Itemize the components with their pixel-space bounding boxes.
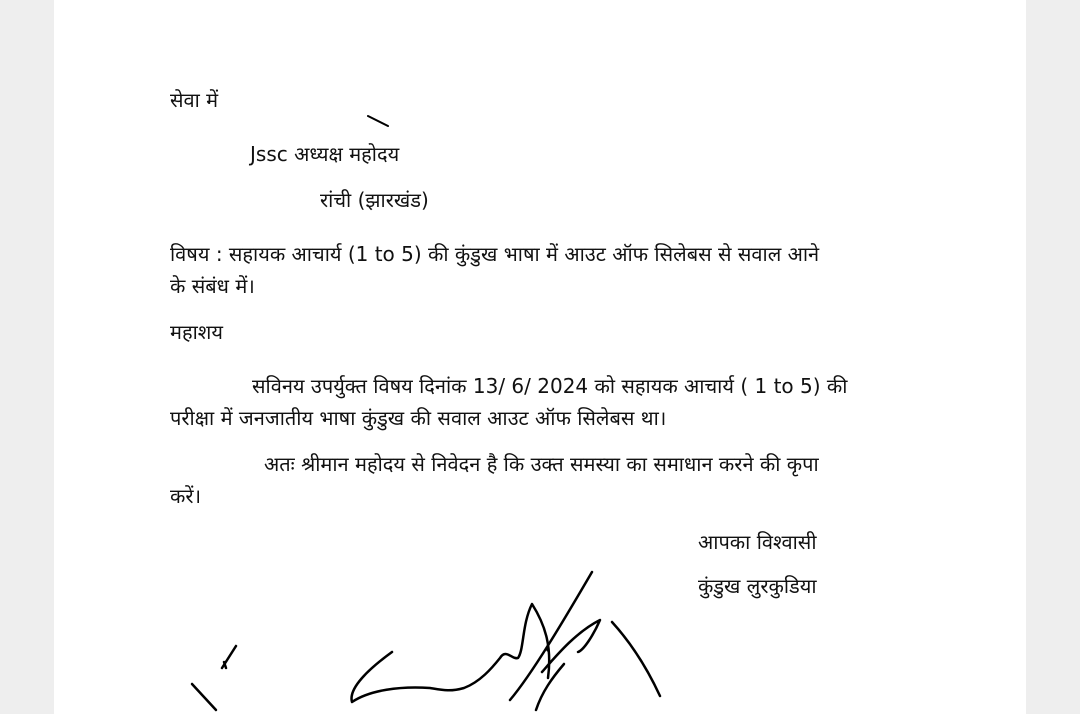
recipient-title: Jssc अध्यक्ष महोदय <box>250 142 400 166</box>
recipient-place: रांची (झारखंड) <box>320 188 429 212</box>
paragraph-1-line-1: सविनय उपर्युक्त विषय दिनांक 13/ 6/ 2024 को सहायक आचार्य ( 1 to 5) की <box>252 374 848 398</box>
handwritten-signature <box>180 560 680 714</box>
paragraph-1-line-2: परीक्षा में जनजातीय भाषा कुंडुख की सवाल आउट ऑफ सिलेबस था। <box>170 406 667 430</box>
subject-line-1: विषय : सहायक आचार्य (1 to 5) की कुंडुख भाषा में आउट ऑफ सिलेबस से सवाल आने <box>170 242 820 266</box>
closing: आपका विश्वासी <box>698 530 817 554</box>
salutation-to: सेवा में <box>170 88 219 112</box>
paragraph-2-line-1: अतः श्रीमान महोदय से निवेदन है कि उक्त समस्या का समाधान करने की कृपा <box>264 452 819 476</box>
sender-name: कुंडुख लुरकुडिया <box>698 574 817 598</box>
pen-stroke-mark <box>366 112 392 130</box>
subject-line-2: के संबंध में। <box>170 274 255 298</box>
paragraph-2-line-2: करें। <box>170 484 202 508</box>
greeting: महाशय <box>170 320 223 344</box>
